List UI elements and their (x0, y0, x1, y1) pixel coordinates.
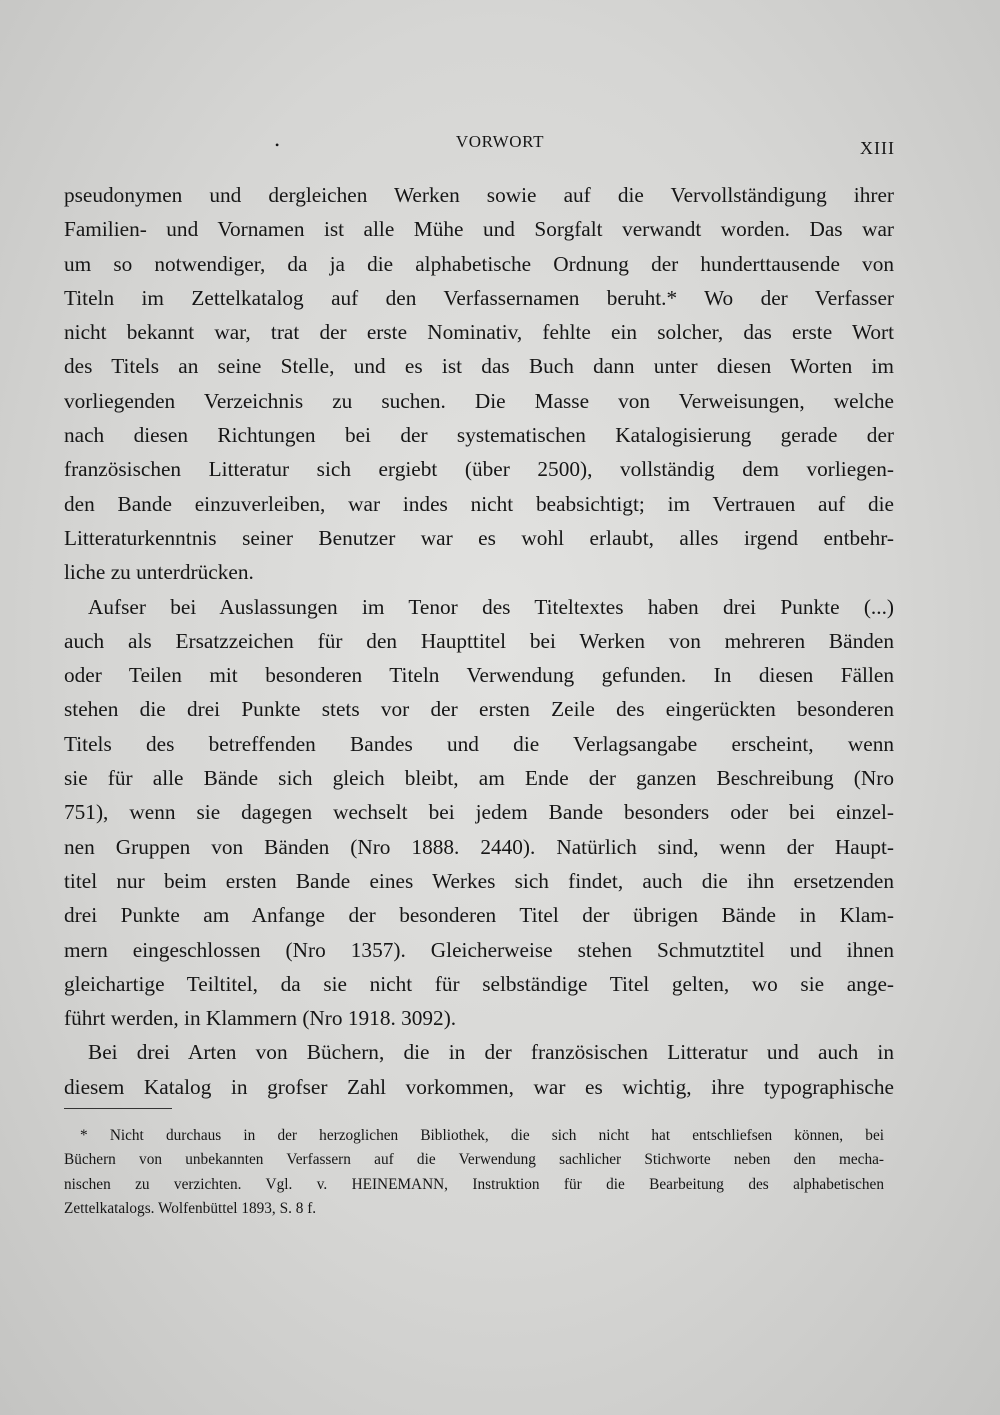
footnote-line: nischen zu verzichten. Vgl. v. HEINEMANN, Instruktion für die Bearbeitung des alphabetischen (64, 1175, 884, 1193)
text-line: gleichartige Teiltitel, da sie nicht für selbständige Titel gelten, wo sie ange- (64, 971, 894, 996)
paragraph (64, 1035, 894, 1104)
text-line: Bei drei Arten von Büchern, die in der französischen Litteratur und auch in (88, 1040, 894, 1065)
text-line: französischen Litteratur sich ergiebt (über 2500), vollständig dem vorliegen- (64, 457, 894, 482)
footnote-line: Zettelkatalogs. Wolfenbüttel 1893, S. 8 f. (64, 1200, 317, 1218)
text-line: auch als Ersatzzeichen für den Haupttitel bei Werken von mehreren Bänden (64, 628, 894, 653)
text-line: pseudonymen und dergleichen Werken sowie auf die Vervollständigung ihrer (64, 183, 894, 207)
paragraph (64, 178, 894, 590)
running-head: VORWORT (455, 132, 545, 151)
footnote-line: * Nicht durchaus in der herzoglichen Bibliothek, die sich nicht hat entschliefsen können, bei (80, 1127, 884, 1144)
text-line: mern eingeschlossen (Nro 1357). Gleicherweise stehen Schmutztitel und ihnen (64, 937, 894, 962)
text-line: des Titels an seine Stelle, und es ist das Buch dann unter diesen Worten im (64, 354, 894, 379)
header-ornament-dot: • (275, 138, 280, 152)
text-line: nen Gruppen von Bänden (Nro 1888. 2440). Natürlich sind, wenn der Haupt- (64, 834, 894, 859)
text-line: Titels des betreffenden Bandes und die Verlagsangabe erscheint, wenn (64, 731, 894, 756)
paragraph (64, 590, 894, 1036)
text-line: sie für alle Bände sich gleich bleibt, am Ende der ganzen Beschreibung (Nro (64, 766, 894, 791)
footnote (64, 1124, 884, 1222)
text-line: vorliegenden Verzeichnis zu suchen. Die Masse von Verweisungen, welche (64, 388, 894, 413)
text-line: titel nur beim ersten Bande eines Werkes sich findet, auch die ihn ersetzenden (64, 868, 894, 893)
text-line: oder Teilen mit besonderen Titeln Verwendung gefunden. In diesen Fällen (64, 663, 894, 688)
footnote-rule (64, 1108, 172, 1109)
text-line: um so notwendiger, da ja die alphabetische Ordnung der hunderttausende von (64, 251, 894, 276)
text-line: stehen die drei Punkte stets vor der ersten Zeile des eingerückten besonderen (64, 697, 894, 722)
text-line: drei Punkte am Anfange der besonderen Titel der übrigen Bände in Klam- (64, 903, 894, 928)
body-text (64, 178, 894, 1104)
footnote-line: Büchern von unbekannten Verfassern auf die Verwendung sachlicher Stichworte neben den mecha- (64, 1151, 884, 1169)
text-line: 751), wenn sie dagegen wechselt bei jedem Bande besonders oder bei einzel- (64, 800, 894, 825)
page-number: XIII (860, 138, 895, 158)
text-line: liche zu unterdrücken. (64, 560, 254, 585)
text-line: Titeln im Zettelkatalog auf den Verfassernamen beruht.* Wo der Verfasser (64, 285, 894, 310)
text-line: nach diesen Richtungen bei der systematischen Katalogisierung gerade der (64, 423, 894, 448)
text-line: Litteraturkenntnis seiner Benutzer war es wohl erlaubt, alles irgend entbehr- (64, 525, 894, 550)
text-line: führt werden, in Klammern (Nro 1918. 3092). (64, 1006, 457, 1031)
text-line: den Bande einzuverleiben, war indes nicht beabsichtigt; im Vertrauen auf die (64, 491, 894, 516)
text-line: Familien- und Vornamen ist alle Mühe und Sorgfalt verwandt worden. Das war (64, 217, 894, 242)
text-line: nicht bekannt war, trat der erste Nominativ, fehlte ein solcher, das erste Wort (64, 320, 894, 345)
text-line: Aufser bei Auslassungen im Tenor des Titeltextes haben drei Punkte (...) (88, 594, 894, 619)
text-line: diesem Katalog in grofser Zahl vorkommen, war es wichtig, ihre typographische (64, 1074, 894, 1099)
